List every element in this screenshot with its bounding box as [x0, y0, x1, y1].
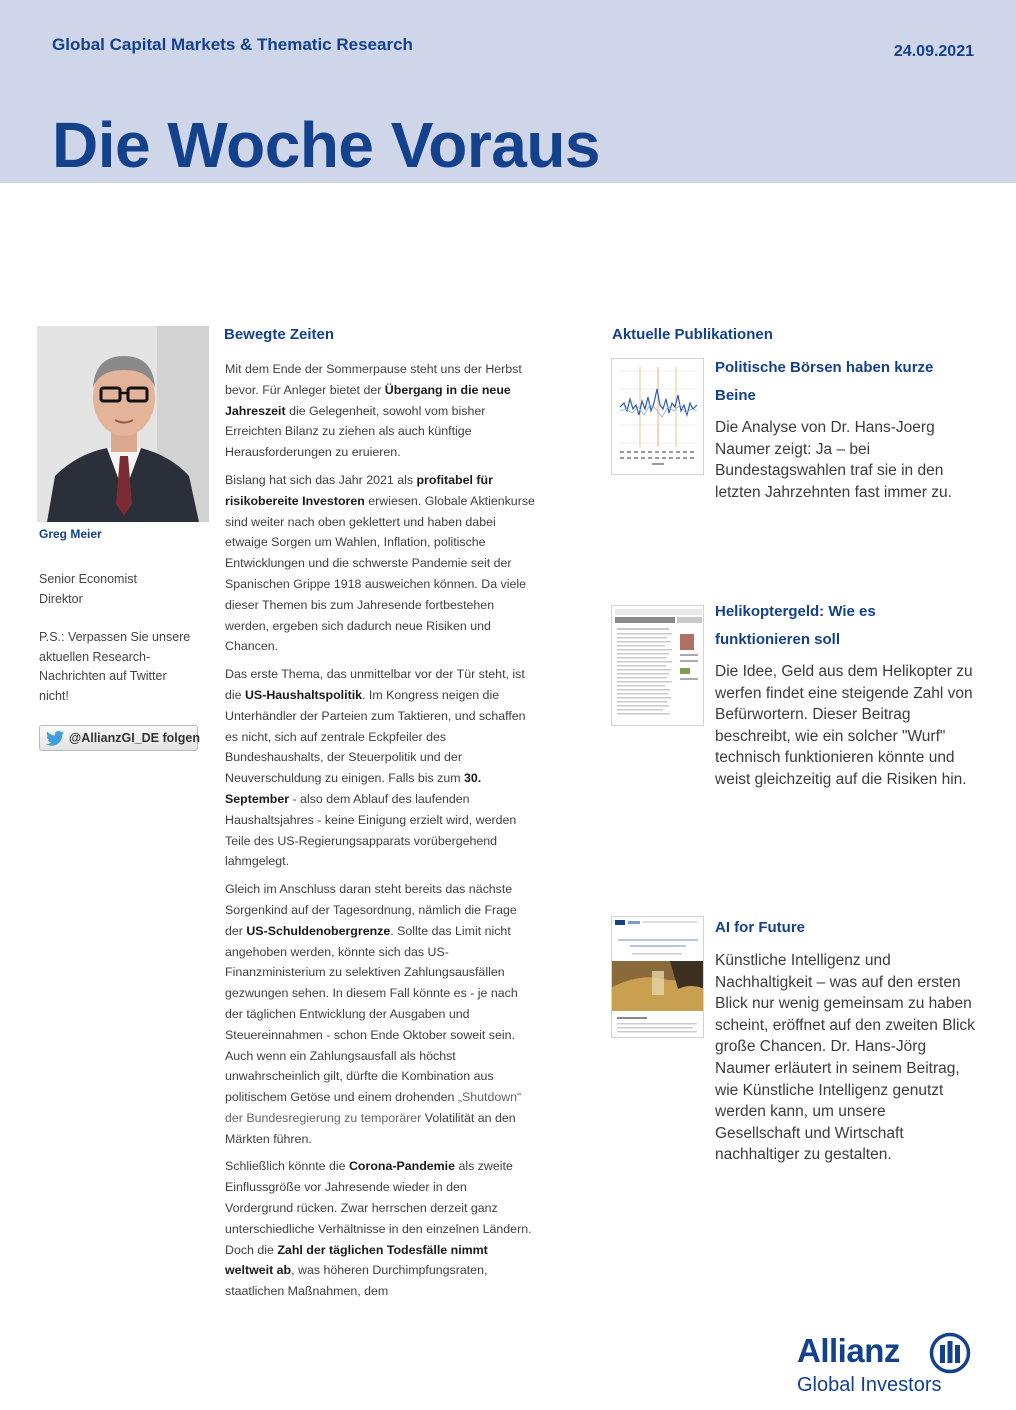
logo-sub-text: Global Investors: [797, 1374, 942, 1396]
header-subtitle: Global Capital Markets & Thematic Research: [52, 35, 413, 54]
publication-description: Künstliche Intelligenz und Nachhaltigkeit – was auf den ersten Blick nur wenig gemeinsam zu haben scheint, eröffnet auf den zweiten Blick große Chancen. Dr. Hans-Jörg Naumer erläutert in seinem Beitrag, wie Künstliche Intelligenz genutzt werden kann, um unsere Gesellschaft und Wirtschaft nachhaltiger zu gestalten.: [715, 952, 975, 1164]
publication-date: 24.09.2021: [893, 43, 974, 60]
article-paragraph: Bislang hat sich das Jahr 2021 als profitabel für risikobereite Investoren erwiesen. Globale Aktienkurse sind weiter nach oben geklettert und haben dabei etwaige Sorgen um Wahlen, Inflation, politische Entwicklungen und die schwerste Pandemie seit der Spanischen Grippe 1918 ausweichen können. Da viele dieser Themen bis zum Jahresende fortbestehen werden, ergeben sich dadurch neue Risiken und Chancen.: [225, 472, 535, 654]
allianz-eagle-emblem-icon: [929, 1332, 971, 1374]
twitter-follow-label: @AllianzGI_DE folgen: [69, 731, 200, 745]
author-photo: [37, 326, 209, 522]
article-paragraph: Mit dem Ende der Sommerpause steht uns der Herbst bevor. Für Anleger bietet der Übergang in die neue Jahreszeit die Gelegenheit, sowohl vom bisher Erreichten Bilanz zu ziehen als auch künftige Herausforderungen zu eruieren.: [225, 362, 522, 460]
publication-title[interactable]: Helikoptergeld: Wie es funktionieren soll: [715, 603, 876, 648]
publication-title[interactable]: Politische Börsen haben kurze Beine: [715, 359, 934, 404]
publications-heading: Aktuelle Publikationen: [612, 326, 773, 343]
article-body: [225, 359, 535, 1309]
publication-thumbnail-ai[interactable]: [611, 916, 704, 1038]
publication-thumbnail-article[interactable]: [611, 605, 704, 726]
twitter-follow-button[interactable]: [39, 725, 198, 751]
twitter-bird-icon: [46, 731, 64, 746]
publication-description: Die Analyse von Dr. Hans-Joerg Naumer zeigt: Ja – bei Bundestagswahlen traf sie in den letzten Jahrzehnten fast immer zu.: [715, 419, 952, 501]
allianz-gi-logo: [797, 1332, 977, 1398]
article-paragraph: Gleich im Anschluss daran steht bereits das nächste Sorgenkind auf der Tagesordnung, nämlich die Frage der US-Schuldenobergrenze. Sollte das Limit nicht angehoben werden, könnte sich das US-Finanzministerium zu selektiven Zahlungsausfällen gezwungen sehen. In diesem Fall könnte es - je nach der täglichen Entwicklung der Ausgaben und Steuereinnahmen - schon Ende Oktober soweit sein. Auch wenn ein Zahlungsausfall als höchst unwahrscheinlich gilt, dürfte die Kombination aus politischem Getöse und einem drohenden „Shutdown“ der Bundesregierung zu temporärer Volatilität an den Märkten führen.: [225, 882, 522, 1146]
author-name: Greg Meier: [39, 527, 102, 541]
article-heading: Bewegte Zeiten: [224, 326, 335, 343]
author-role-position: Direktor: [39, 591, 83, 606]
header-banner: [0, 0, 1016, 183]
author-role: [39, 570, 204, 609]
page-title: Die Woche Voraus: [52, 109, 600, 181]
publication-description: Die Idee, Geld aus dem Helikopter zu werfen findet eine steigende Zahl von Befürwortern. Dieser Beitrag beschreibt, wie ein solcher "Wurf" technisch funktionieren könnte und weist gleichzeitig auf die Risiken hin.: [715, 663, 973, 788]
article-paragraph: Schließlich könnte die Corona-Pandemie als zweite Einflussgröße vor Jahresende wieder in den Vordergrund rücken. Zwar herrschen derzeit ganz unterschiedliche Verhältnisse in den einzelnen Ländern. Doch die Zahl der täglichen Todesfälle nimmt weltweit ab, was höheren Durchimpfungsraten, staatlichen Maßnahmen, dem: [225, 1159, 532, 1299]
publication-title[interactable]: AI for Future: [715, 919, 805, 936]
publication-thumbnail-chart[interactable]: [611, 358, 704, 475]
logo-brand-text: Allianz: [797, 1332, 900, 1369]
article-paragraph: Das erste Thema, das unmittelbar vor der Tür steht, ist die US-Haushaltspolitik. Im Kongress neigen die Unterhändler der Parteien zum Taktieren, und schaffen es nicht, sich auf zentrale Eckpfeiler des Bundeshaushalts, der Steuerpolitik und der Neuverschuldung zu einigen. Falls bis zum 30. September - also dem Ablauf des laufenden Haushaltsjahres - keine Einigung erzielt wird, werden Teile des US-Regierungsapparats vorübergehend lahmgelegt.: [225, 667, 526, 869]
shutdown-link[interactable]: „Shutdown“ der Bundesregierung zu temporärer: [225, 1090, 522, 1125]
twitter-note: P.S.: Verpassen Sie unsere aktuellen Research-Nachrichten auf Twitter nicht!: [39, 630, 191, 703]
author-role-title: Senior Economist: [39, 572, 137, 586]
